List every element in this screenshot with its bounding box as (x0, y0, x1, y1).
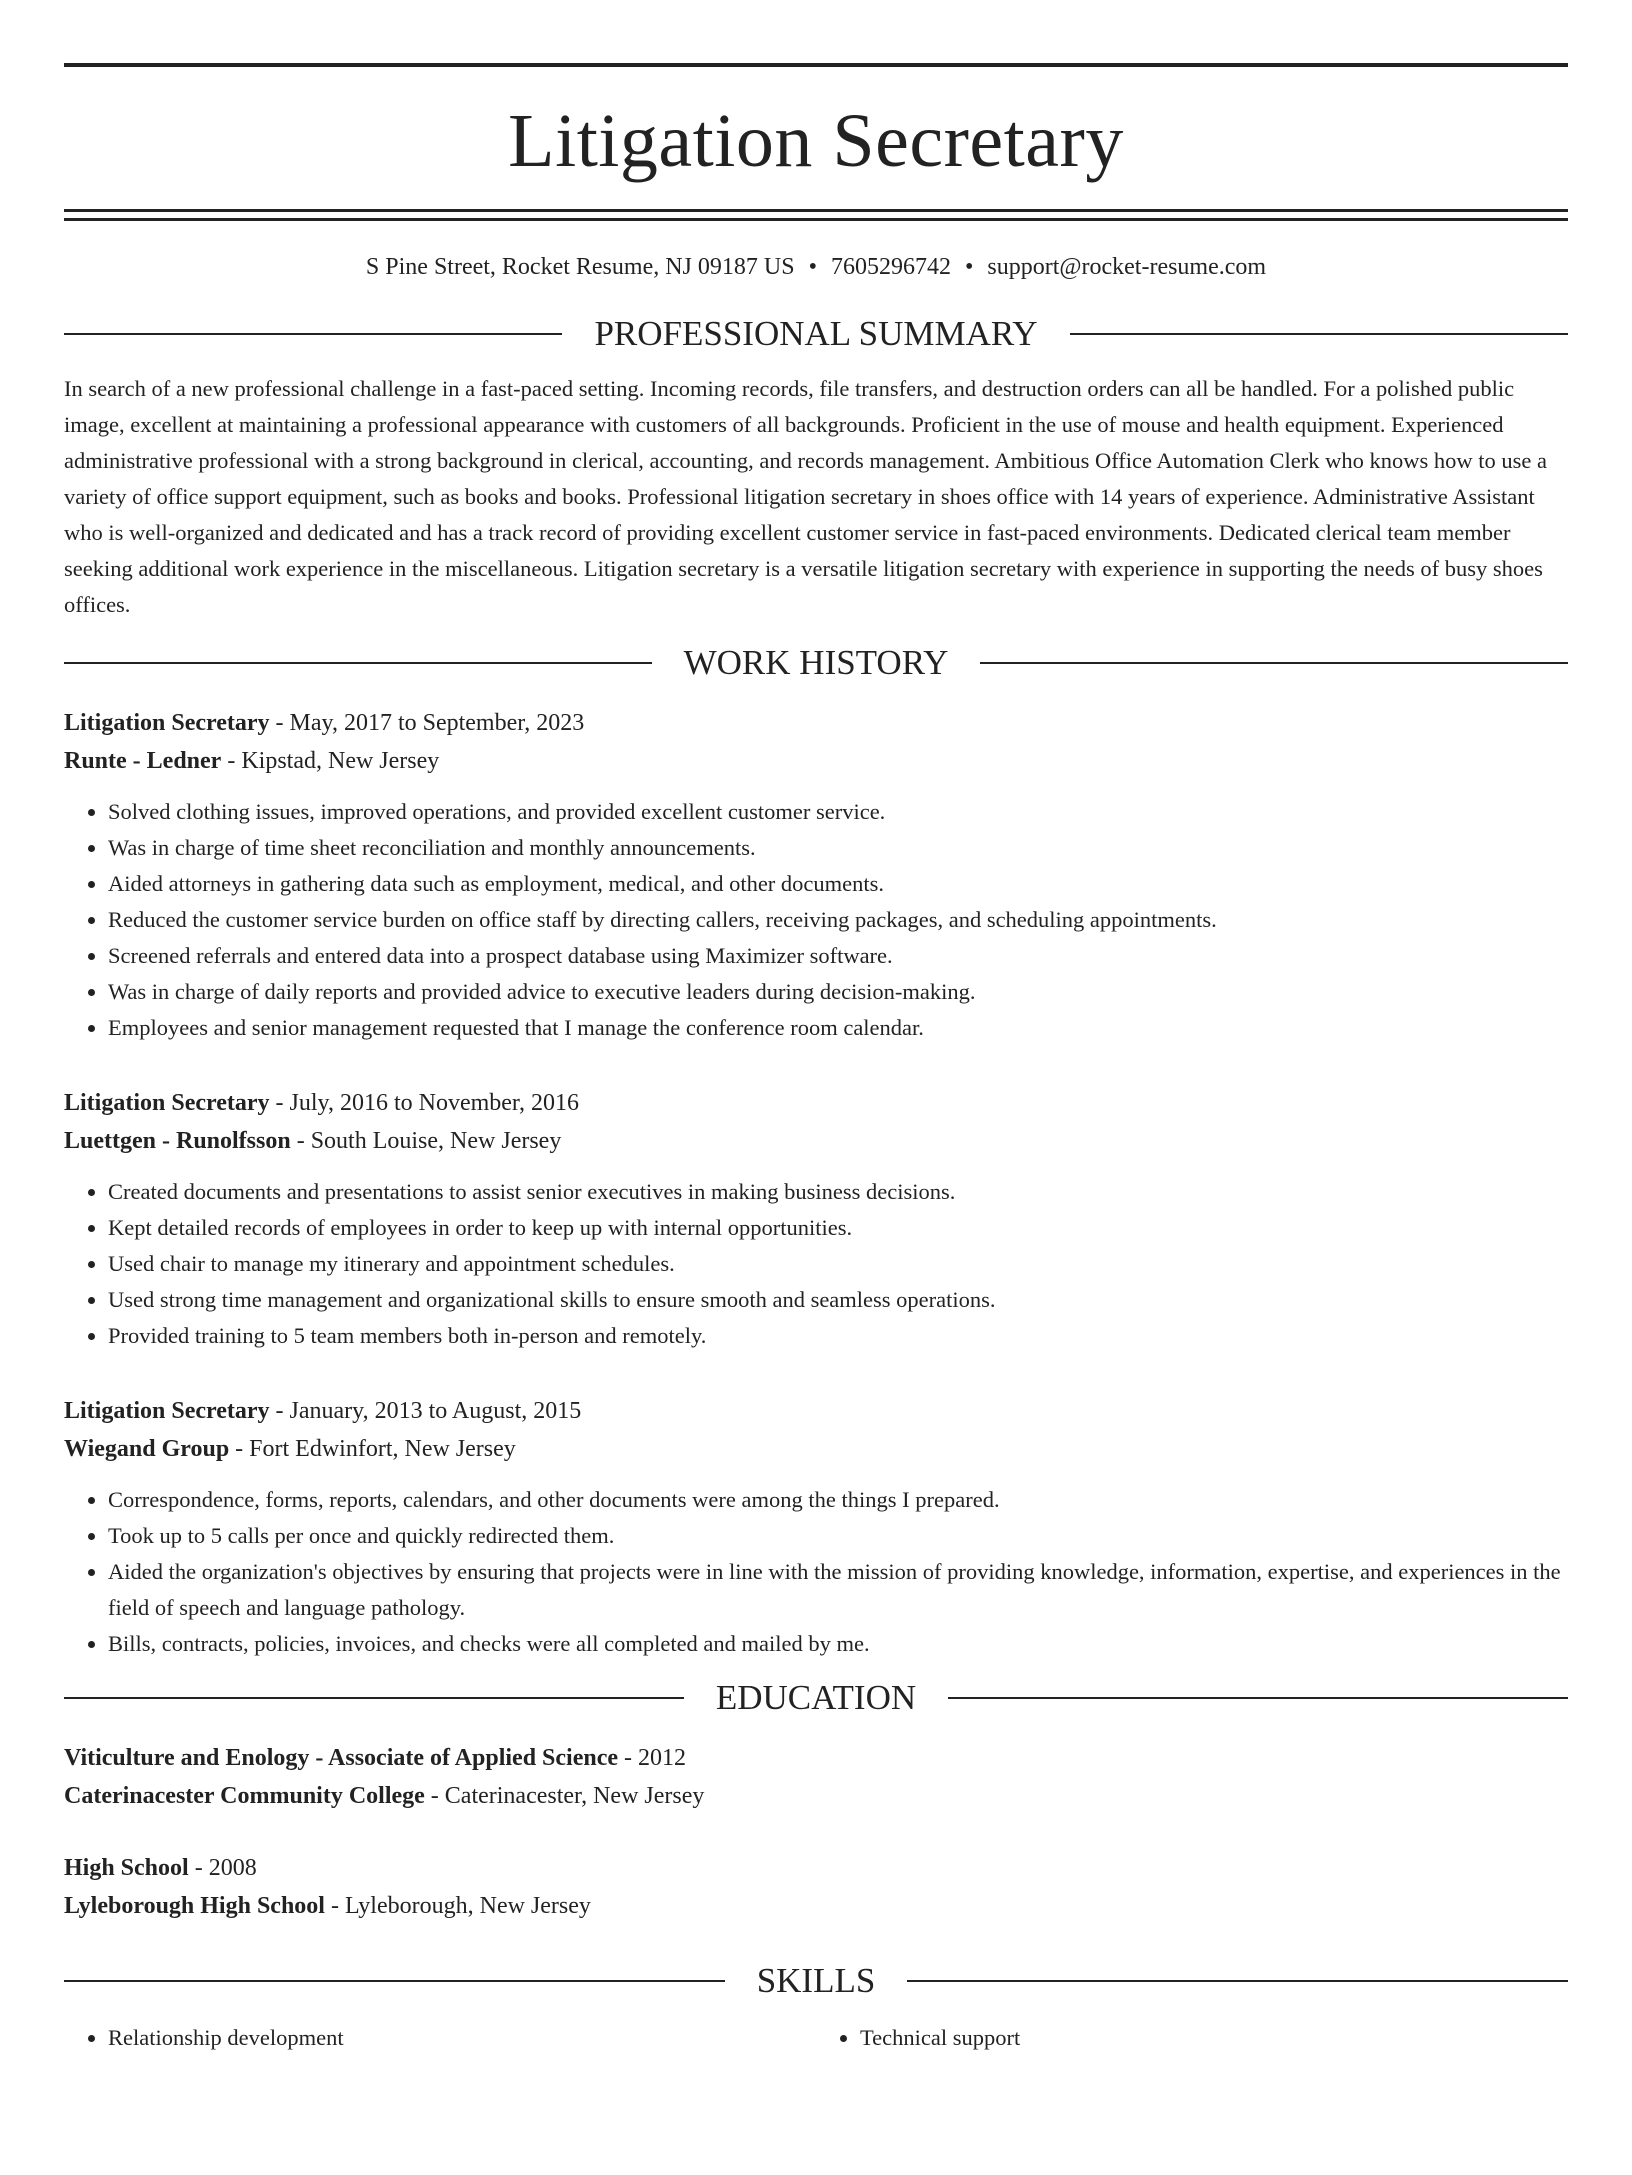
job-bullet: • Screened referrals and entered data into a prospect database using Maximizer software. (108, 938, 1568, 974)
section-heading-work (64, 645, 1568, 680)
job-dates: - January, 2013 to August, 2015 (269, 1398, 582, 1424)
heading-rule-left (64, 1697, 684, 1699)
job-location: - South Louise, New Jersey (290, 1128, 562, 1154)
resume-page (0, 63, 1632, 2175)
header-double-rule (64, 209, 1568, 221)
education-school-line (64, 1777, 1568, 1815)
job-bullet: • Reduced the customer service burden on office staff by directing callers, receiving packages, and scheduling appointments. (108, 902, 1568, 938)
job-bullet: • Employees and senior management requested that I manage the conference room calendar. (108, 1010, 1568, 1046)
job-entry (64, 1392, 1568, 1662)
education-degree: High School (64, 1855, 189, 1881)
resume-name: Litigation Secretary (508, 99, 1124, 183)
education-degree-line (64, 1849, 1568, 1887)
skill-item: • Technical support (860, 2020, 1568, 2056)
job-title-line (64, 1392, 1568, 1430)
skills-column-right (816, 2020, 1568, 2056)
job-location: - Fort Edwinfort, New Jersey (229, 1436, 516, 1462)
education-year: - 2008 (188, 1855, 257, 1881)
contact-separator: • (964, 254, 974, 280)
education-location: - Caterinacester, New Jersey (424, 1783, 705, 1809)
job-title-line (64, 1084, 1568, 1122)
job-bullets (64, 1482, 1568, 1662)
job-bullet: • Provided training to 5 team members both in-person and remotely. (108, 1318, 1568, 1354)
heading-rule-left (64, 333, 562, 335)
education-degree: Viticulture and Enology - Associate of Applied Science (64, 1745, 619, 1771)
education-year: - 2012 (618, 1745, 687, 1771)
education-school: Caterinacester Community College (64, 1783, 425, 1809)
job-bullet: • Used chair to manage my itinerary and appointment schedules. (108, 1246, 1568, 1282)
education-entry (64, 1849, 1568, 1925)
job-bullet: • Was in charge of time sheet reconciliation and monthly announcements. (108, 830, 1568, 866)
job-company-line (64, 742, 1568, 780)
job-bullet: • Used strong time management and organizational skills to ensure smooth and seamless operations. (108, 1282, 1568, 1318)
job-bullet: • Aided the organization's objectives by ensuring that projects were in line with the mission of providing knowledge, information, expertise, and experiences in the field of speech and language pathology. (108, 1554, 1568, 1626)
job-bullet: • Kept detailed records of employees in order to keep up with internal opportunities. (108, 1210, 1568, 1246)
top-rule (64, 63, 1568, 67)
job-company-line (64, 1430, 1568, 1468)
job-bullet: • Aided attorneys in gathering data such as employment, medical, and other documents. (108, 866, 1568, 902)
job-bullets (64, 1174, 1568, 1354)
education-degree-line (64, 1739, 1568, 1777)
heading-rule-left (64, 662, 652, 664)
job-entry (64, 704, 1568, 1046)
section-title: WORK HISTORY (683, 643, 949, 682)
job-title-line (64, 704, 1568, 742)
heading-rule-right (948, 1697, 1568, 1699)
education-entry (64, 1739, 1568, 1815)
job-bullet: • Was in charge of daily reports and provided advice to executive leaders during decision-making. (108, 974, 1568, 1010)
education-school: Lyleborough High School (64, 1893, 325, 1919)
job-company: Runte - Ledner (64, 748, 222, 774)
job-dates: - May, 2017 to September, 2023 (269, 710, 585, 736)
job-title: Litigation Secretary (64, 710, 270, 736)
job-dates: - July, 2016 to November, 2016 (269, 1090, 579, 1116)
contact-address: S Pine Street, Rocket Resume, NJ 09187 US (365, 254, 795, 280)
skill-item: • Relationship development (108, 2020, 816, 2056)
education-school-line (64, 1887, 1568, 1925)
education-location: - Lyleborough, New Jersey (324, 1893, 591, 1919)
section-title: SKILLS (756, 1961, 876, 2000)
job-bullet: • Created documents and presentations to assist senior executives in making business decisions. (108, 1174, 1568, 1210)
section-heading-skills (64, 1963, 1568, 1998)
job-bullet: • Bills, contracts, policies, invoices, and checks were all completed and mailed by me. (108, 1626, 1568, 1662)
job-bullet: • Solved clothing issues, improved operations, and provided excellent customer service. (108, 794, 1568, 830)
section-title: PROFESSIONAL SUMMARY (594, 314, 1038, 353)
section-title: EDUCATION (715, 1678, 917, 1717)
contact-phone: 7605296742 (830, 254, 951, 280)
contact-separator: • (808, 254, 817, 280)
contact-email: support@rocket-resume.com (987, 254, 1267, 280)
job-bullets (64, 794, 1568, 1046)
heading-rule-left (64, 1980, 725, 1982)
summary-paragraph: In search of a new professional challenge in a fast-paced setting. Incoming records, file transfers, and destruction orders can all be handled. For a polished public image, excellent at maintaining a professional appearance with customers of all backgrounds. Proficient in the use of mouse and health equipment. Experienced administrative professional with a strong background in clerical, accounting, and records management. Ambitious Office Automation Clerk who knows how to use a variety of office support equipment, such as books and books. Professional litigation secretary in shoes office with 14 years of experience. Administrative Assistant who is well-organized and dedicated and has a track record of providing excellent customer service in fast-paced environments. Dedicated clerical team member seeking additional work experience in the miscellaneous. Litigation secretary is a versatile litigation secretary with experience in supporting the needs of busy shoes offices. (64, 376, 1547, 617)
job-title: Litigation Secretary (64, 1090, 270, 1116)
section-heading-summary (64, 316, 1568, 351)
skills-list (64, 2020, 1568, 2056)
job-bullet: • Correspondence, forms, reports, calendars, and other documents were among the things I prepared. (108, 1482, 1568, 1518)
job-location: - Kipstad, New Jersey (221, 748, 440, 774)
heading-rule-right (980, 662, 1568, 664)
job-company: Luettgen - Runolfsson (64, 1128, 291, 1154)
job-bullet: • Took up to 5 calls per once and quickly redirected them. (108, 1518, 1568, 1554)
contact-line (64, 255, 1568, 279)
heading-rule-right (1070, 333, 1568, 335)
job-company-line (64, 1122, 1568, 1160)
section-heading-education (64, 1680, 1568, 1715)
heading-rule-right (907, 1980, 1568, 1982)
job-title: Litigation Secretary (64, 1398, 270, 1424)
job-company: Wiegand Group (64, 1436, 230, 1462)
skills-column-left (64, 2020, 816, 2056)
job-entry (64, 1084, 1568, 1354)
